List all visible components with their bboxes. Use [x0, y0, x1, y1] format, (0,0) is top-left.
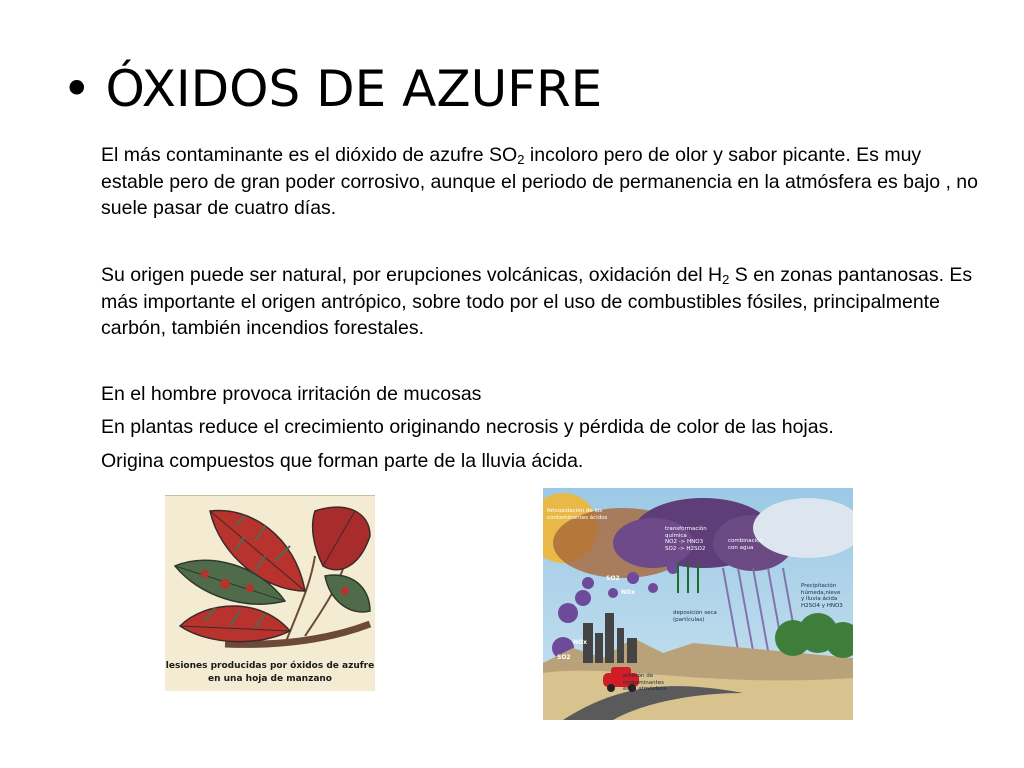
acid-rain-diagram — [543, 488, 853, 720]
paragraph-so2 — [101, 142, 981, 222]
line-plant-effect: En plantas reduce el crecimiento originando necrosis y pérdida de color de las hojas. — [101, 416, 834, 438]
label-water-combination: combinación con agua — [728, 538, 764, 551]
label-chemical-transform: transformación química NO2 -> HNO3 SO2 -> H2SO2 — [665, 526, 707, 552]
leaf-caption-line2: en una hoja de manzano — [208, 674, 332, 684]
label-emission: emisión de contaminantes en la atmósfera — [623, 673, 667, 692]
title-bullet: • — [62, 60, 92, 118]
label-dry-deposition: deposición seca (partículas) — [673, 610, 717, 623]
slide-title — [62, 60, 602, 118]
title-text: ÓXIDOS DE AZUFRE — [105, 60, 603, 118]
label-precipitation: Precipitación húmeda,nieve y lluvia ácida H2SO4 y HNO3 — [801, 583, 843, 609]
bubble-nox: NOx — [573, 639, 587, 646]
leaf-caption — [165, 660, 375, 686]
paragraph-origin — [101, 262, 981, 342]
label-photo-oxidation: fotooxidación de los contaminantes ácidos — [547, 508, 608, 521]
line-acid-rain: Origina compuestos que forman parte de la lluvia ácida. — [101, 450, 584, 472]
paragraph-so2-part2: incoloro pero de olor y sabor picante. Es muy estable pero de gran poder corrosivo, aunque el periodo de permanencia en la atmósfera es bajo , no suele pasar de cuatro días. — [101, 144, 978, 219]
subscript-2: 2 — [722, 272, 730, 287]
subscript-2: 2 — [517, 152, 525, 167]
paragraph-origin-part1: Su origen puede ser natural, por erupciones volcánicas, oxidación del H — [101, 264, 723, 286]
bubble-so2: SO2 — [557, 654, 571, 661]
paragraph-so2-part1: El más contaminante es el dióxido de azufre SO — [101, 144, 518, 166]
line-human-effect: En el hombre provoca irritación de mucosas — [101, 383, 482, 405]
paragraph-origin-part2: S en zonas pantanosas. Es más importante el origen antrópico, sobre todo por el uso de combustibles fósiles, principalmente carbón, también incendios forestales. — [101, 264, 973, 339]
bubble-nox-top: NOx — [621, 589, 635, 596]
bubble-so2-top: SO2 — [606, 575, 620, 582]
leaf-damage-image — [165, 495, 375, 691]
leaf-caption-line1: lesiones producidas por óxidos de azufre — [165, 661, 375, 671]
